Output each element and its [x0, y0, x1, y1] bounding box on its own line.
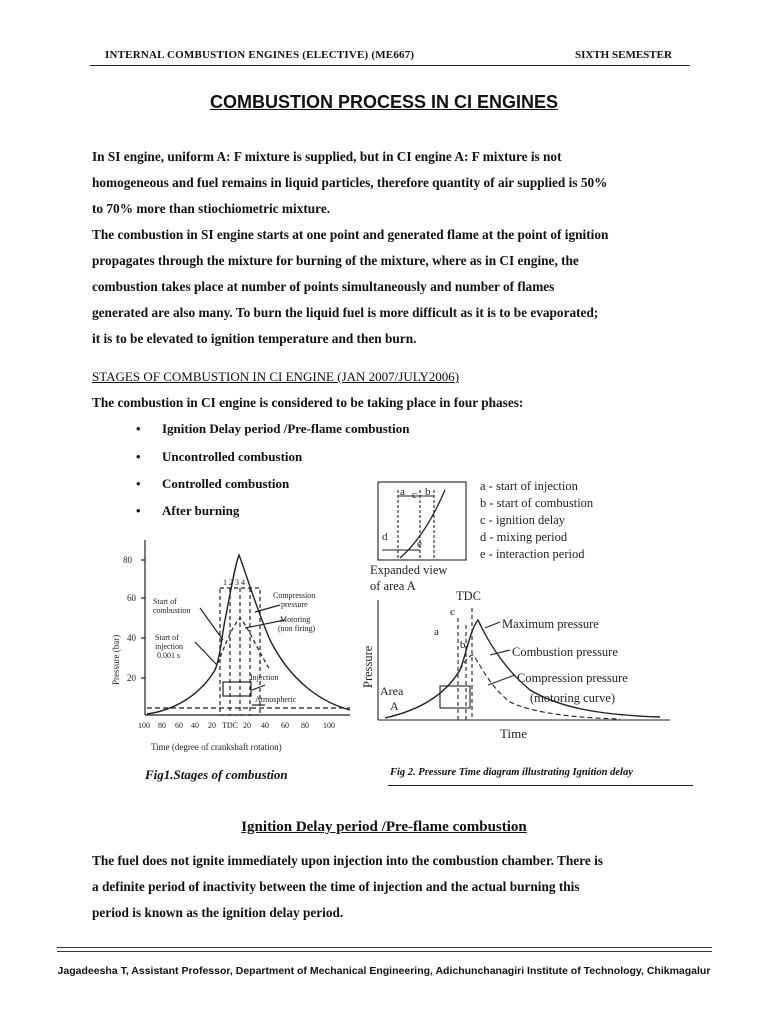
- y-tick-label: 60: [127, 593, 136, 603]
- list-item-label: Controlled combustion: [162, 476, 290, 491]
- y-axis-label: Pressure (bar): [111, 634, 121, 685]
- x-tick-label: 100: [323, 721, 335, 730]
- figure-1-caption: Fig1.Stages of combustion: [145, 767, 288, 782]
- list-item-label: After burning: [162, 503, 240, 518]
- annotation-label: Compression pressure: [517, 671, 628, 685]
- list-item: [136, 476, 289, 492]
- legend-item: e - interaction period: [480, 547, 585, 561]
- bullet-icon: •: [136, 449, 141, 464]
- annotation-label: (motoring curve): [530, 691, 616, 705]
- list-item-label: Uncontrolled combustion: [162, 449, 303, 464]
- paragraph-line: to 70% more than stiochiometric mixture.: [92, 201, 331, 216]
- point-label: b: [460, 639, 466, 651]
- paragraph-line: generated are also many. To burn the liquid fuel is more difficult as it is to be evaporated;: [92, 305, 599, 320]
- stages-intro: The combustion in CI engine is considered to be taking place in four phases:: [92, 395, 524, 410]
- footer-divider: [57, 947, 712, 948]
- legend-item: b - start of combustion: [480, 496, 594, 510]
- annotation-label: 0.001 s: [157, 651, 181, 660]
- combustion-pressure-curve: [385, 620, 660, 718]
- annotation-label: injection: [155, 642, 183, 651]
- intro-paragraph: [92, 144, 677, 222]
- x-tick-label: 20: [208, 721, 216, 730]
- list-item: [136, 503, 239, 519]
- annotation-label: Compression: [273, 591, 316, 600]
- list-item: [136, 449, 302, 465]
- page-header-right: SIXTH SEMESTER: [575, 49, 672, 61]
- list-item-label: Ignition Delay period /Pre-flame combustion: [162, 421, 410, 436]
- paragraph-line: homogeneous and fuel remains in liquid particles, therefore quantity of air supplied is 50%: [92, 175, 608, 190]
- figure-2-caption: Fig 2. Pressure Time diagram illustrating Ignition delay: [390, 767, 633, 778]
- phase-numbers: 1 2 3 4: [223, 578, 245, 587]
- section-heading: Ignition Delay period /Pre-flame combustion: [241, 819, 527, 835]
- expanded-view-label: of area A: [370, 579, 416, 593]
- y-axis-label: Pressure: [361, 645, 375, 688]
- comparison-paragraph: [92, 222, 677, 352]
- inset-label: d: [382, 531, 388, 543]
- annotation-label: combustion: [153, 606, 191, 615]
- x-tick-label: 80: [301, 721, 309, 730]
- bullet-icon: •: [136, 503, 141, 518]
- y-tick-label: 40: [127, 633, 136, 643]
- x-tick-label: 20: [243, 721, 251, 730]
- caption-underline: [388, 785, 693, 786]
- inset-label: b: [425, 486, 431, 498]
- paragraph-line: In SI engine, uniform A: F mixture is supplied, but in CI engine A: F mixture is not: [92, 149, 562, 164]
- pressure-time-diagram: [360, 470, 690, 770]
- inset-label: a: [400, 486, 405, 498]
- motoring-curve: [460, 655, 620, 719]
- x-tick-label: 60: [175, 721, 183, 730]
- point-label: c: [450, 606, 455, 618]
- page-header-left: INTERNAL COMBUSTION ENGINES (ELECTIVE) (ME667): [105, 49, 415, 61]
- page-footer: Jagadeesha T, Assistant Professor, Department of Mechanical Engineering, Adichunchanagiri Institute of Technology, Chikmagalur: [57, 965, 711, 977]
- legend-item: d - mixing period: [480, 530, 568, 544]
- paragraph-line: period is known as the ignition delay period.: [92, 905, 344, 920]
- bullet-icon: •: [136, 476, 141, 491]
- paragraph-line: a definite period of inactivity between the time of injection and the actual burning this: [92, 879, 580, 894]
- legend-item: c - ignition delay: [480, 513, 566, 527]
- list-item: [136, 421, 409, 437]
- annotation-label: Atmospheric: [255, 695, 297, 704]
- annotation-label: Start of: [155, 633, 179, 642]
- annotation-label: (non firing): [278, 624, 316, 633]
- stages-of-combustion-figure: [95, 530, 365, 760]
- annotation-label: Maximum pressure: [502, 617, 599, 631]
- x-tick-label: 40: [261, 721, 269, 730]
- tdc-label: TDC: [456, 589, 481, 603]
- paragraph-line: it is to be elevated to ignition temperature and then burn.: [92, 331, 417, 346]
- injection-bar: [223, 682, 251, 696]
- annotation-label: Start of: [153, 597, 177, 606]
- paragraph-line: combustion takes place at number of points simultaneously and number of flames: [92, 279, 555, 294]
- paragraph-line: The fuel does not ignite immediately upon injection into the combustion chamber. There is: [92, 853, 603, 868]
- x-tick-label: 80: [158, 721, 166, 730]
- bullet-icon: •: [136, 421, 141, 436]
- expanded-view-box: [378, 482, 466, 560]
- footer-divider: [57, 951, 712, 952]
- paragraph-line: The combustion in SI engine starts at one point and generated flame at the point of ignition: [92, 227, 609, 242]
- annotation-label: Combustion pressure: [512, 645, 618, 659]
- x-tick-label: TDC: [222, 721, 238, 730]
- inset-label: c: [412, 489, 417, 501]
- expanded-view-label: Expanded view: [370, 563, 448, 577]
- inset-label: e: [417, 538, 422, 550]
- x-axis-label: Time (degree of crankshaft rotation): [151, 742, 282, 752]
- annotation-label: pressure: [281, 600, 308, 609]
- ignition-delay-paragraph: [92, 848, 677, 926]
- page-title: COMBUSTION PROCESS IN CI ENGINES: [209, 92, 559, 112]
- x-tick-label: 40: [191, 721, 199, 730]
- x-axis-label: Time: [500, 726, 527, 741]
- x-tick-label: 60: [281, 721, 289, 730]
- area-label: A: [390, 699, 399, 713]
- annotation-label: Motoring: [280, 615, 311, 624]
- x-tick-label: 100: [138, 721, 150, 730]
- area-label: Area: [380, 684, 404, 698]
- point-label: a: [434, 626, 439, 638]
- stages-heading: STAGES OF COMBUSTION IN CI ENGINE (JAN 2007/JULY2006): [92, 369, 460, 384]
- y-tick-label: 20: [127, 673, 136, 683]
- y-tick-label: 80: [123, 555, 132, 565]
- paragraph-line: propagates through the mixture for burning of the mixture, where as in CI engine, the: [92, 253, 579, 268]
- annotation-label: Injection: [250, 673, 279, 682]
- legend-item: a - start of injection: [480, 479, 578, 493]
- header-divider: [90, 65, 690, 66]
